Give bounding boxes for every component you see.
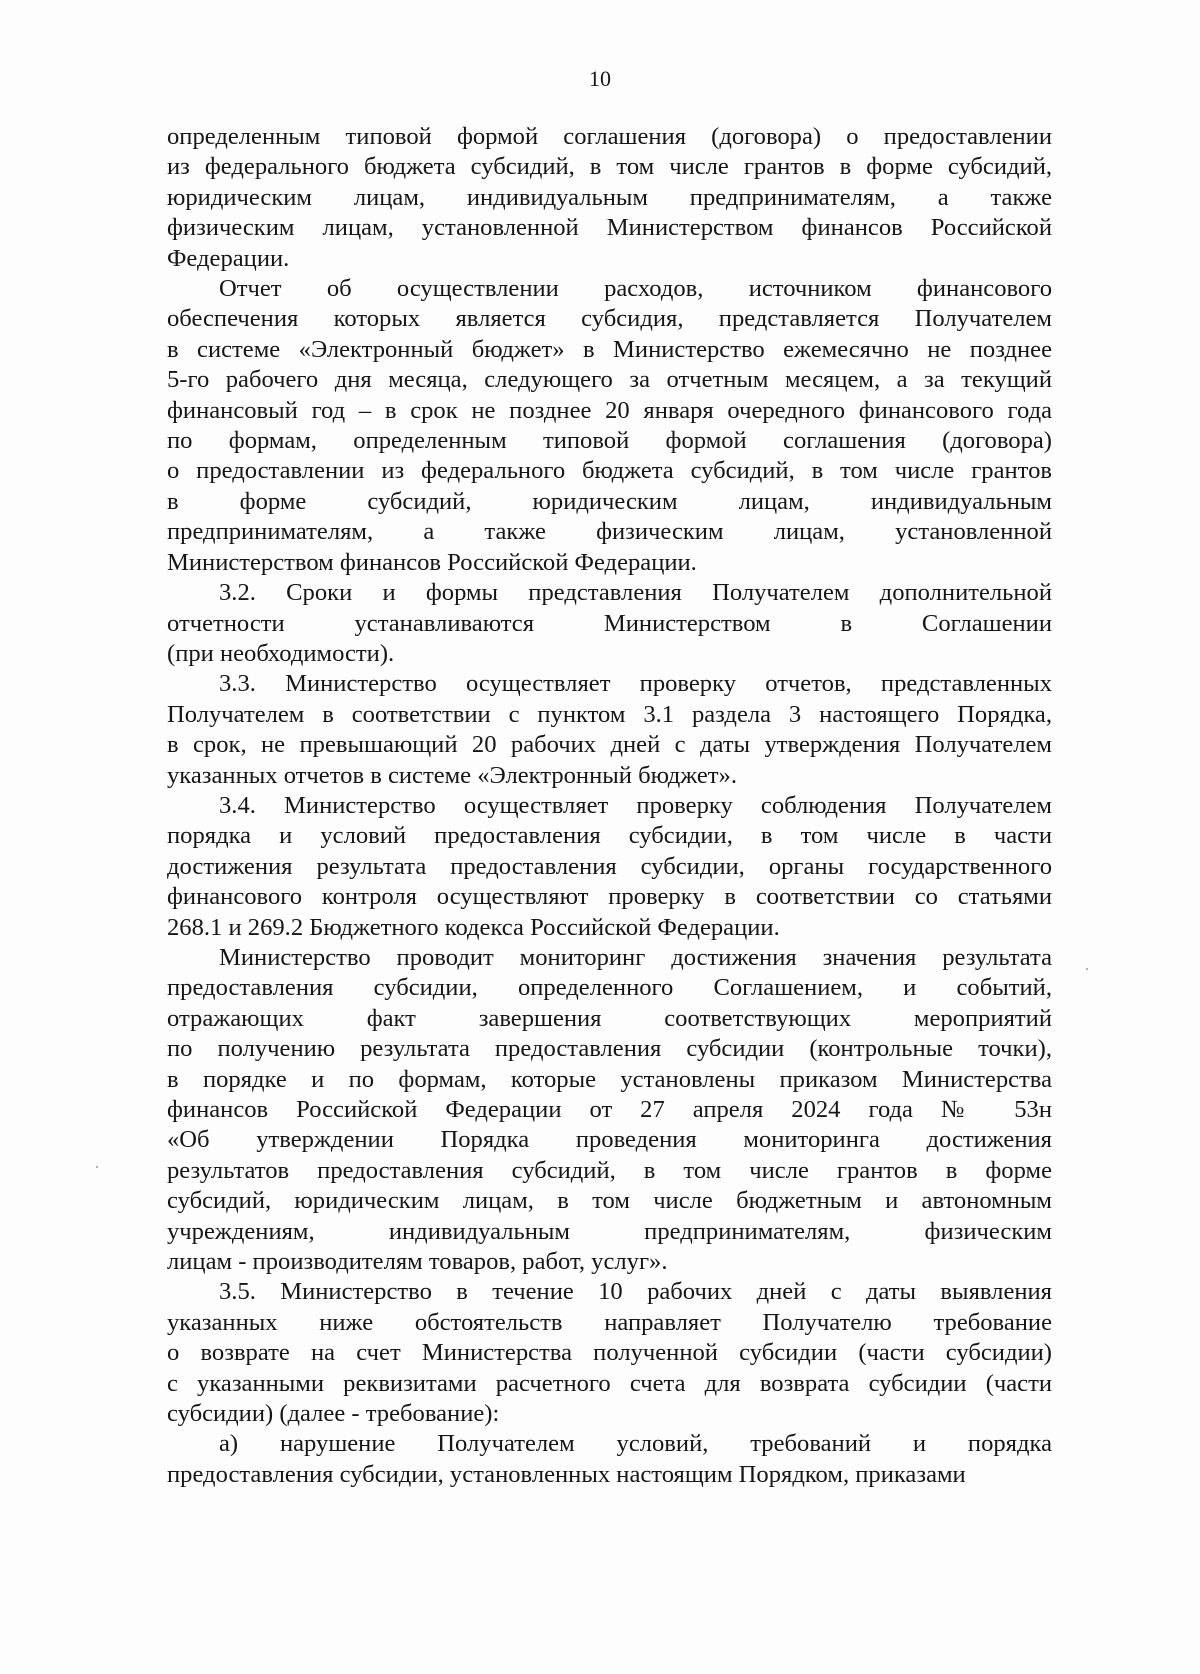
text-line: предоставления субсидии, установленных настоящим Порядком, приказами — [167, 1460, 966, 1488]
page-number: 10 — [589, 66, 611, 91]
text-line: финансов Российской Федерации от 27 апреля 2024 года № 53н — [167, 1096, 1052, 1123]
text-line: Получателем в соответствии с пунктом 3.1 раздела 3 настоящего Порядка, — [167, 700, 1052, 728]
text-line: достижения результата предоставления субсидии, органы государственного — [167, 852, 1052, 880]
text-line: указанных отчетов в системе «Электронный бюджет». — [167, 761, 737, 789]
text-line: физическим лицам, установленной Министерством финансов Российской — [167, 214, 1052, 242]
text-line: в системе «Электронный бюджет» в Министерство ежемесячно не позднее — [167, 335, 1052, 363]
paragraph-3-5 — [167, 1277, 1052, 1429]
text-line: предоставления субсидии, определенного Соглашением, и событий, — [167, 974, 1052, 1002]
text-line: отражающих факт завершения соответствующих мероприятий — [167, 1004, 1052, 1032]
text-line: о предоставлении из федерального бюджета субсидий, в том числе грантов — [167, 457, 1052, 485]
paragraph-continuation — [167, 122, 1052, 274]
text-line: 268.1 и 269.2 Бюджетного кодекса Российской Федерации. — [167, 913, 780, 941]
paragraph-report-submission — [167, 274, 1052, 578]
text-line: из федерального бюджета субсидий, в том числе грантов в форме субсидий, — [167, 153, 1052, 181]
text-line: Министерством финансов Российской Федерации. — [167, 548, 697, 576]
text-line: по формам, определенным типовой формой соглашения (договора) — [167, 427, 1052, 455]
text-line: финансовый год – в срок не позднее 20 января очередного финансового года — [167, 396, 1052, 424]
paragraph-3-5-a — [167, 1429, 1052, 1490]
text-line: а) нарушение Получателем условий, требований и порядка — [219, 1430, 1052, 1458]
text-line: обеспечения которых является субсидия, представляется Получателем — [167, 305, 1052, 333]
text-line: Федерации. — [167, 244, 290, 272]
text-line: в форме субсидий, юридическим лицам, индивидуальным — [167, 487, 1052, 515]
text-line: определенным типовой формой соглашения (договора) о предоставлении — [167, 123, 1052, 150]
document-body — [167, 122, 1052, 1490]
text-line: в срок, не превышающий 20 рабочих дней с даты утверждения Получателем — [167, 731, 1052, 759]
text-line: порядка и условий предоставления субсидии, в том числе в части — [167, 822, 1052, 850]
text-line: предпринимателям, а также физическим лицам, установленной — [167, 518, 1052, 546]
text-line: отчетности устанавливаются Министерством в Соглашении — [167, 609, 1052, 637]
text-line: результатов предоставления субсидий, в том числе грантов в форме — [167, 1156, 1052, 1184]
paragraph-3-2 — [167, 578, 1052, 669]
text-line: «Об утверждении Порядка проведения мониторинга достижения — [167, 1126, 1052, 1154]
text-line: субсидии) (далее - требование): — [167, 1400, 500, 1428]
scan-speck — [96, 1166, 98, 1168]
text-line: учреждениям, индивидуальным предпринимателям, физическим — [167, 1217, 1052, 1245]
text-line: 3.4. Министерство осуществляет проверку соблюдения Получателем — [219, 791, 1052, 819]
text-line: Министерство проводит мониторинг достижения значения результата — [219, 943, 1052, 971]
text-line: 3.2. Сроки и формы представления Получателем дополнительной — [219, 579, 1052, 607]
paragraph-3-3 — [167, 669, 1052, 791]
text-line: субсидий, юридическим лицам, в том числе бюджетным и автономным — [167, 1187, 1052, 1215]
text-line: финансового контроля осуществляют проверку в соответствии со статьями — [167, 883, 1052, 911]
text-line: 3.5. Министерство в течение 10 рабочих дней с даты выявления — [219, 1278, 1052, 1306]
text-line: указанных ниже обстоятельств направляет Получателю требование — [167, 1308, 1052, 1336]
text-line: (при необходимости). — [167, 639, 395, 667]
scan-speck — [1086, 968, 1088, 970]
text-line: лицам - производителям товаров, работ, услуг». — [167, 1248, 668, 1276]
text-line: с указанными реквизитами расчетного счета для возврата субсидии (части — [167, 1369, 1052, 1397]
paragraph-3-4 — [167, 791, 1052, 943]
text-line: Отчет об осуществлении расходов, источником финансового — [219, 275, 1052, 303]
text-line: о возврате на счет Министерства полученной субсидии (части субсидии) — [167, 1339, 1052, 1367]
text-line: 5-го рабочего дня месяца, следующего за отчетным месяцем, а за текущий — [167, 366, 1052, 394]
text-line: 3.3. Министерство осуществляет проверку отчетов, представленных — [219, 670, 1052, 698]
text-line: по получению результата предоставления субсидии (контрольные точки), — [167, 1035, 1052, 1063]
text-line: юридическим лицам, индивидуальным предпринимателям, а также — [167, 183, 1052, 211]
text-line: в порядке и по формам, которые установлены приказом Министерства — [167, 1065, 1052, 1093]
paragraph-monitoring — [167, 943, 1052, 1277]
